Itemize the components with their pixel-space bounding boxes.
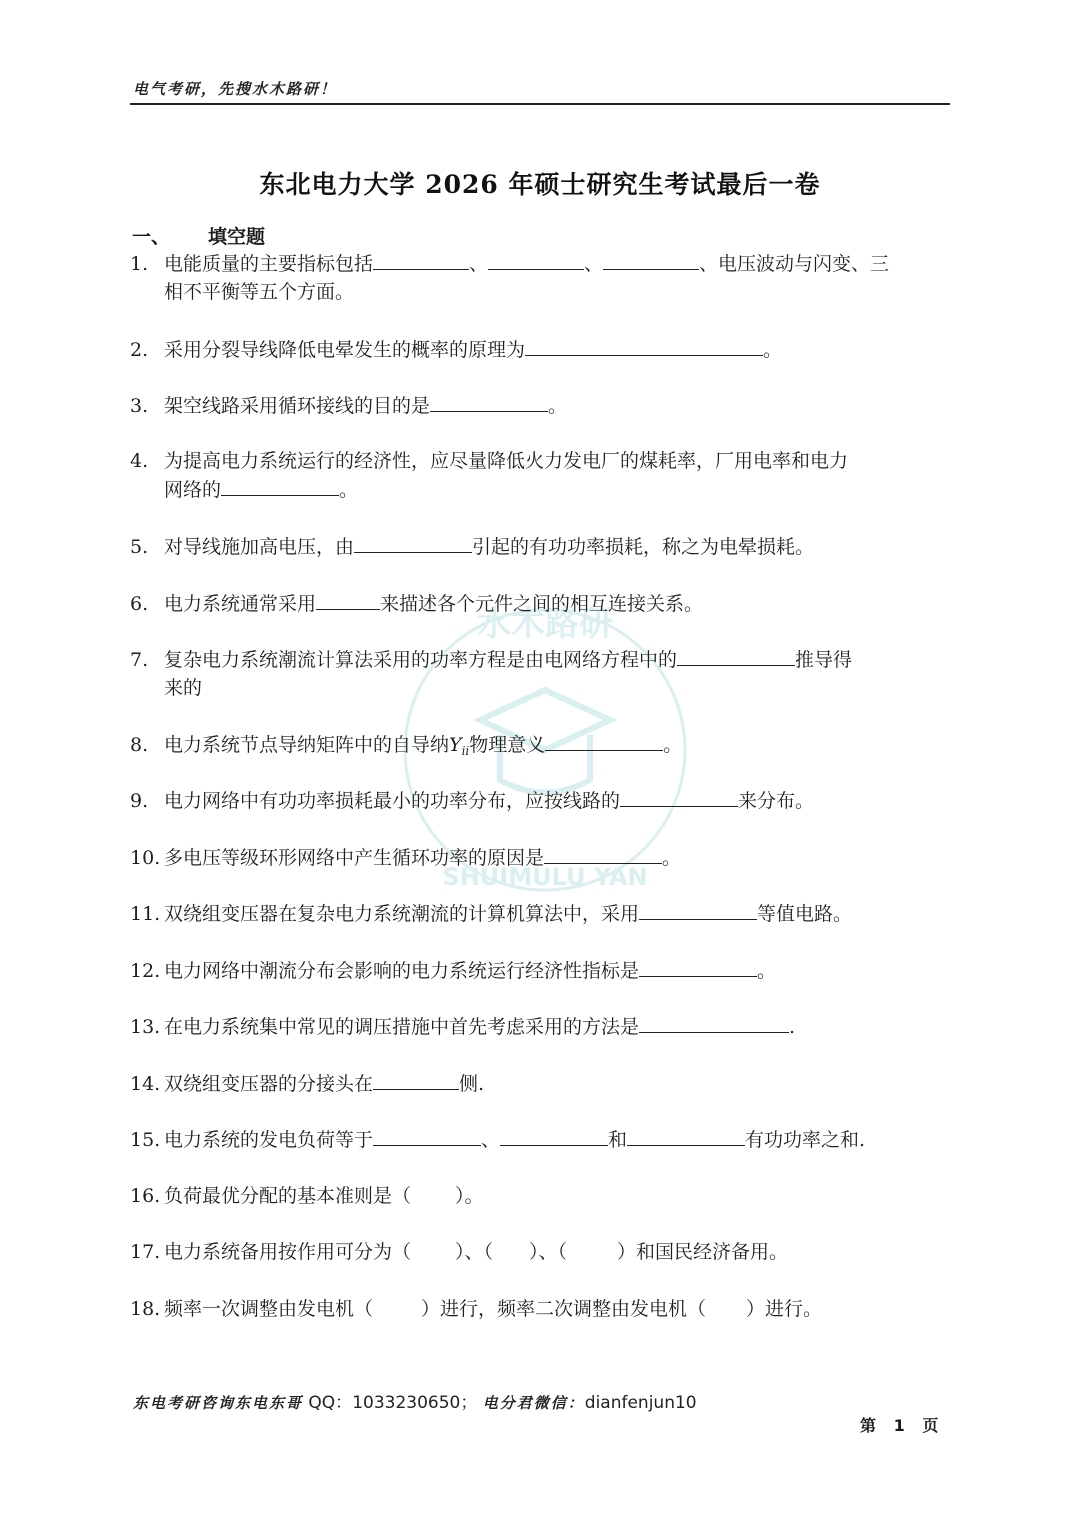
question-15: [130, 1125, 950, 1154]
question-text: 。: [763, 339, 783, 361]
question-text-continued: 相不平衡等五个方面。: [164, 281, 355, 303]
question-text: 引起的有功功率损耗，称之为电晕损耗。: [472, 536, 815, 558]
answer-blank[interactable]: [488, 249, 584, 270]
question-3: [130, 391, 950, 420]
answer-blank[interactable]: [316, 589, 380, 610]
answer-blank[interactable]: [373, 1069, 459, 1090]
page-suffix: 页: [922, 1416, 939, 1435]
section-heading: [132, 222, 265, 249]
question-number: 10.: [130, 847, 161, 869]
symbol-subscript: ii: [461, 744, 470, 758]
answer-blank[interactable]: [500, 1125, 608, 1146]
question-4: [130, 447, 950, 504]
question-text: 电力网络中潮流分布会影响的电力系统运行经济性指标是: [164, 960, 640, 982]
question-text: 采用分裂导线降低电晕发生的概率的原理为: [164, 339, 526, 361]
question-text: 、: [584, 253, 604, 275]
question-number: 16.: [130, 1185, 161, 1207]
question-text: 复杂电力系统潮流计算法采用的功率方程是由电网络方程中的: [164, 649, 678, 671]
question-text: 对导线施加高电压，由: [164, 536, 355, 558]
question-text-continued: 网络的: [164, 479, 222, 501]
question-text: 电能质量的主要指标包括: [164, 253, 374, 275]
question-9: [130, 786, 950, 815]
answer-blank[interactable]: [525, 335, 763, 356]
exam-title: 东北电力大学 2026 年硕士研究生考试最后一卷: [259, 170, 821, 199]
question-text: 有功功率之和.: [745, 1129, 866, 1151]
page-number-value: 1: [893, 1416, 905, 1435]
answer-blank[interactable]: [639, 956, 757, 977]
answer-blank[interactable]: [354, 532, 472, 553]
question-number: 12.: [130, 960, 161, 982]
question-text: 。: [339, 479, 359, 501]
question-text: 电力网络中有功功率损耗最小的功率分布，应按线路的: [164, 790, 621, 812]
watermark-text: 水木路研: [477, 604, 613, 644]
answer-blank[interactable]: [627, 1125, 745, 1146]
question-number: 9.: [130, 790, 149, 812]
question-text: 双绕组变压器的分接头在: [164, 1073, 374, 1095]
footer-wechat-id: dianfenjun10: [584, 1393, 697, 1413]
question-number: 18.: [130, 1298, 161, 1320]
answer-blank[interactable]: [603, 249, 699, 270]
question-12: [130, 956, 950, 985]
watermark-latin: SHUIMULU YAN: [442, 863, 648, 891]
page-header: 电气考研，先搜水木路研！: [133, 80, 338, 98]
question-text: 电力系统备用按作用可分为（: [164, 1241, 412, 1263]
question-text: ）。: [455, 1185, 484, 1207]
question-text: ）、（: [455, 1241, 494, 1263]
answer-blank[interactable]: [639, 899, 757, 920]
question-10: [130, 843, 950, 872]
footer-qq-number: 1033230650；: [352, 1393, 478, 1413]
answer-blank[interactable]: [639, 1012, 789, 1033]
footer-contact: [133, 1388, 697, 1413]
question-1: [130, 249, 950, 306]
question-text: 在电力系统集中常见的调压措施中首先考虑采用的方法是: [164, 1016, 640, 1038]
question-text: 、电压波动与闪变、三: [699, 253, 890, 275]
question-text: 。: [663, 734, 683, 756]
question-11: [130, 899, 950, 928]
question-text: 频率一次调整由发电机（: [164, 1298, 374, 1320]
question-2: [130, 335, 950, 364]
question-text: ）进行，频率二次调整由发电机（: [421, 1298, 707, 1320]
question-16: [130, 1182, 950, 1210]
question-number: 3.: [130, 395, 149, 417]
question-text: 电力系统通常采用: [164, 593, 317, 615]
question-number: 11.: [130, 903, 161, 925]
question-text: 为提高电力系统运行的经济性，应尽量降低火力发电厂的煤耗率，厂用电率和电力: [164, 450, 849, 472]
question-text: 等值电路。: [757, 903, 853, 925]
question-text: 和: [608, 1129, 628, 1151]
question-text: 、: [469, 253, 489, 275]
answer-blank[interactable]: [620, 786, 738, 807]
question-5: [130, 532, 950, 561]
question-text: ）、（: [529, 1241, 568, 1263]
question-text: 推导得: [795, 649, 853, 671]
question-number: 7.: [130, 649, 149, 671]
question-17: [130, 1238, 950, 1266]
question-text: 。: [548, 395, 568, 417]
answer-blank[interactable]: [221, 475, 339, 496]
question-text: .: [789, 1016, 796, 1038]
question-number: 13.: [130, 1016, 161, 1038]
answer-blank[interactable]: [373, 249, 469, 270]
question-7: [130, 645, 950, 702]
question-number: 4.: [130, 450, 149, 472]
question-6: [130, 589, 950, 618]
question-number: 15.: [130, 1129, 161, 1151]
footer-qq-label: QQ：: [308, 1393, 353, 1413]
question-14: [130, 1069, 950, 1098]
question-text: 侧.: [459, 1073, 485, 1095]
question-13: [130, 1012, 950, 1041]
footer-wechat-label: 电分君微信：: [482, 1394, 585, 1412]
question-text: 多电压等级环形网络中产生循环功率的原因是: [164, 847, 545, 869]
question-text: 架空线路采用循环接线的目的是: [164, 395, 431, 417]
answer-blank[interactable]: [545, 730, 663, 751]
page-prefix: 第: [860, 1416, 877, 1435]
section-title: 填空题: [208, 226, 266, 248]
answer-blank[interactable]: [544, 843, 662, 864]
header-divider: [130, 103, 950, 105]
question-8: [130, 730, 950, 765]
question-text: 电力系统的发电负荷等于: [164, 1129, 374, 1151]
question-text: 双绕组变压器在复杂电力系统潮流的计算机算法中，采用: [164, 903, 640, 925]
question-text: 、: [481, 1129, 501, 1151]
question-text: ）和国民经济备用。: [617, 1241, 789, 1263]
question-text: 电力系统节点导纳矩阵中的自导纳: [164, 734, 450, 756]
section-number: 一、: [132, 226, 171, 248]
answer-blank[interactable]: [430, 391, 548, 412]
question-text: 负荷最优分配的基本准则是（: [164, 1185, 412, 1207]
question-text: 。: [757, 960, 777, 982]
question-number: 17.: [130, 1241, 161, 1263]
answer-blank[interactable]: [373, 1125, 481, 1146]
question-text: 来描述各个元件之间的相互连接关系。: [380, 593, 704, 615]
question-number: 1.: [130, 253, 149, 275]
question-18: [130, 1295, 950, 1323]
footer-contact-label: 东电考研咨询东电东哥: [133, 1394, 304, 1412]
question-number: 14.: [130, 1073, 161, 1095]
question-text-continued: 来的: [164, 677, 203, 699]
answer-blank[interactable]: [677, 645, 795, 666]
question-text: 。: [662, 847, 682, 869]
page-number: [860, 1413, 938, 1436]
question-number: 6.: [130, 593, 149, 615]
question-number: 5.: [130, 536, 149, 558]
question-text: ）进行。: [746, 1298, 823, 1320]
symbol-y: Y: [449, 734, 462, 756]
question-text: 物理意义: [469, 734, 546, 756]
question-number: 8.: [130, 734, 149, 756]
question-text: 来分布。: [738, 790, 815, 812]
question-number: 2.: [130, 339, 149, 361]
